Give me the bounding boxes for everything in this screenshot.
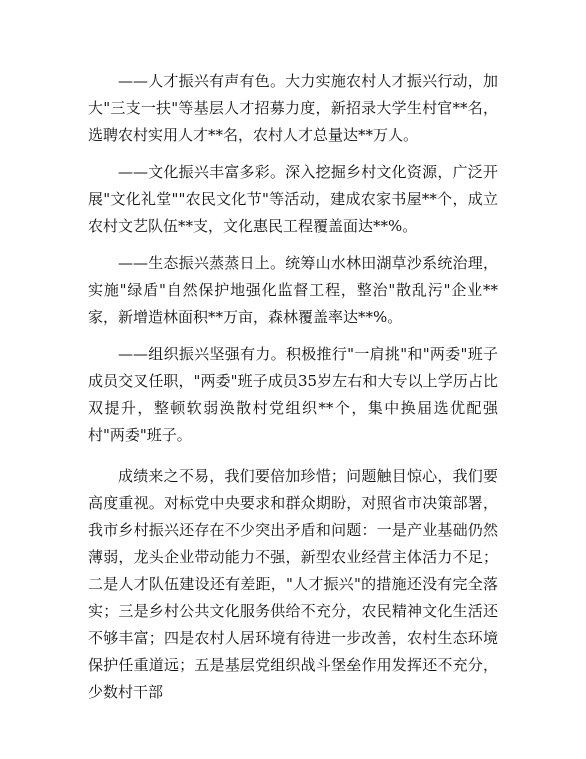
paragraph-culture-revitalization: ——文化振兴丰富多彩。深入挖掘乡村文化资源，广泛开展"文化礼堂""农民文化节"等活动，建成农家书屋**个，成立农村文艺队伍**支，文化惠民工程覆盖面达**%。: [88, 163, 498, 235]
paragraph-problems-summary: 成绩来之不易，我们要倍加珍惜；问题触目惊心，我们要高度重视。对标党中央要求和群众期盼，对照省市决策部署，我市乡村振兴还存在不少突出矛盾和问题：一是产业基础仍然薄弱，龙头企业带动能力不强，新型农业经营主体活力不足；二是人才队伍建设还有差距，"人才振兴"的措施还没有完全落实；三是乡村公共文化服务供给不充分，农民精神文化生活还不够丰富；四是农村人居环境有待进一步改善，农村生态环境保护任重道远；五是基层党组织战斗堡垒作用发挥还不充分，少数村干部: [88, 467, 498, 701]
paragraph-ecology-revitalization: ——生态振兴蒸蒸日上。统筹山水林田湖草沙系统治理，实施"绿盾"自然保护地强化监督工程，整治"散乱污"企业**家，新增造林面积**万亩，森林覆盖率达**%。: [88, 254, 498, 326]
document-body: [88, 68, 498, 716]
paragraph-organization-revitalization: ——组织振兴坚强有力。积极推行"一肩挑"和"两委"班子成员交叉任职，"两委"班子成员35岁左右和大专以上学历占比双提升，整顿软弱涣散村党组织**个，集中换届选优配强村"两委"班子。: [88, 345, 498, 444]
paragraph-talent-revitalization: ——人才振兴有声有色。大力实施农村人才振兴行动，加大"三支一扶"等基层人才招募力度，新招录大学生村官**名，选聘农村实用人才**名，农村人才总量达**万人。: [88, 72, 498, 144]
